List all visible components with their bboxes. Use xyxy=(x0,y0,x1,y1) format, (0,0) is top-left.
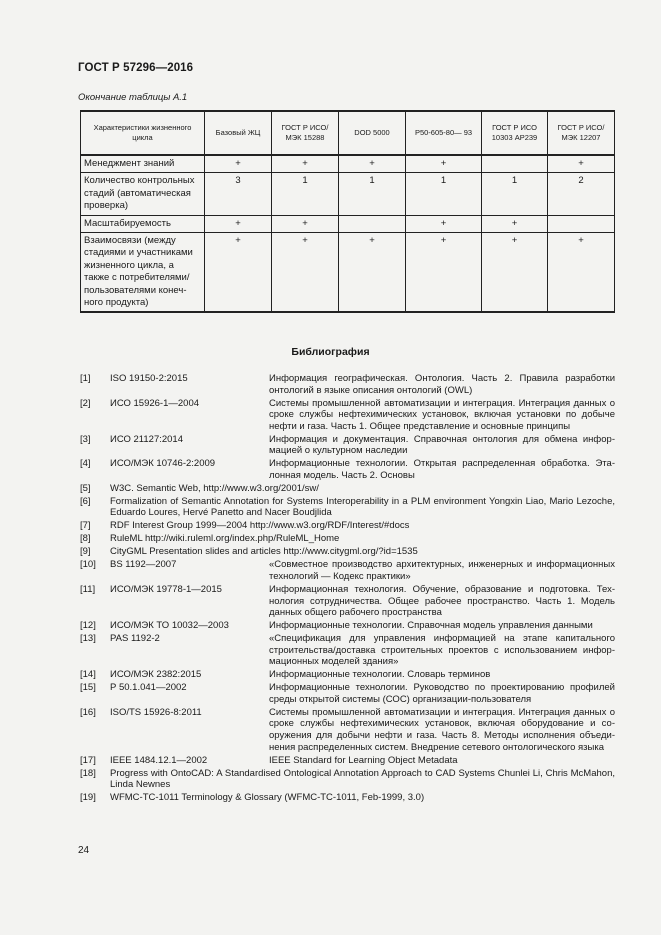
entry-number: [1] xyxy=(80,373,91,384)
row-label: Взаимосвязи (между стадиями и участниками жизненного цикла, а также с потребителями/ пользователями конечного продукта) xyxy=(81,233,205,313)
header-cell: ГОСТ Р ИСО 10303 АР239 xyxy=(482,111,548,155)
table-cell xyxy=(339,215,406,232)
bibliography-entry xyxy=(80,584,615,619)
entry-code: ИСО 15926-1—2004 xyxy=(110,397,200,409)
entry-code: ИСО/МЭК ТО 10032—2003 xyxy=(110,620,229,632)
entry-number: [17] xyxy=(80,754,96,766)
entry-text: RuleML http://wiki.ruleml.org/index.php/RuleML_Home xyxy=(110,533,340,545)
entry-code: ИСО/МЭК 19778-1—2015 xyxy=(110,584,222,595)
table-cell: + xyxy=(482,215,548,232)
entry-code: ИСО/МЭК 10746-2:2009 xyxy=(110,458,216,470)
entry-text: WFMC-TC-1011 Terminology & Glossary (WFMC-TC-1011, Feb-1999, 3.0) xyxy=(110,792,425,804)
entry-text: Progress with OntoCAD: A Standardised Ontological Annotation Approach to CAD Systems Chunlei Li, Chris McMahon, Linda Newnes xyxy=(110,767,615,791)
entry-number: [15] xyxy=(80,682,96,694)
page-number: 24 xyxy=(78,845,90,856)
bibliography-entry xyxy=(80,682,615,705)
bibliography-entry xyxy=(80,533,615,545)
entry-text: CityGML Presentation slides and articles http://www.citygml.org/?id=1535 xyxy=(110,546,418,558)
document-header: ГОСТ Р 57296—2016 xyxy=(78,62,194,74)
table-cell: + xyxy=(272,155,339,173)
bibliography-entry xyxy=(80,458,615,481)
entry-code: BS 1192—2007 xyxy=(110,559,177,571)
entry-code: Р 50.1.041—2002 xyxy=(110,682,187,694)
entry-code: ИСО 21127:2014 xyxy=(110,433,183,445)
lifecycle-table xyxy=(80,110,615,313)
entry-text: W3C. Semantic Web, http://www.w3.org/2001/sw/ xyxy=(110,482,319,494)
bibliography-entry xyxy=(80,520,615,532)
entry-number: [14] xyxy=(80,669,96,681)
bibliography-entry xyxy=(80,768,615,791)
header-cell: DOD 5000 xyxy=(339,111,406,155)
table-cell: 1 xyxy=(272,173,339,215)
header-cell: Характеристики жизненного цикла xyxy=(81,111,205,155)
table-cell: 3 xyxy=(205,173,272,215)
entry-description: Системы промышленной автоматизации и интеграция. Интеграция данных о сроке службы нефтехимических установок, включая установки по добыче нефти и газа. Часть 1. Общее представление и основные принципы xyxy=(269,397,615,432)
header-cell: ГОСТ Р ИСО/МЭК 15288 xyxy=(272,111,339,155)
bibliography-entry xyxy=(80,373,615,396)
table-cell: + xyxy=(406,215,482,232)
entry-number: [10] xyxy=(80,559,96,571)
bibliography-entry xyxy=(80,483,615,495)
bibliography-entry xyxy=(80,755,615,767)
entry-code: ISO/TS 15926-8:2011 xyxy=(110,706,202,718)
table-caption: Окончание таблицы А.1 xyxy=(78,92,188,103)
bibliography-entry xyxy=(80,792,615,804)
entry-description: Информация географическая. Онтология. Часть 2. Правила разработки онтологий в языке описания онтологий (OWL) xyxy=(269,373,615,396)
entry-number: [5] xyxy=(80,482,91,494)
bibliography-list xyxy=(80,373,615,805)
bibliography-entry xyxy=(80,620,615,632)
entry-description: Системы промышленной автоматизации и интеграция. Интеграция данных о сроке службы нефтехимических установок, включая оборудование и сооружения для добычи нефти и газа. Часть 8. Методы исполнения объединения распределенных систем. Внедрение сетевого онтологического языка xyxy=(269,706,615,753)
entry-number: [12] xyxy=(80,620,96,632)
table-cell: + xyxy=(406,233,482,313)
table-row xyxy=(81,155,615,173)
bibliography-entry xyxy=(80,496,615,519)
table-cell: + xyxy=(272,233,339,313)
header-cell: Базовый ЖЦ xyxy=(205,111,272,155)
entry-code: ИСО/МЭК 2382:2015 xyxy=(110,669,202,681)
entry-description: «Спецификация для управления информацией на этапе капитального строительства/доставка строительных проектов с использованием информационных моделей здания» xyxy=(269,633,615,668)
table-header-row xyxy=(81,111,615,155)
table-row xyxy=(81,215,615,232)
entry-description: Информация и документация. Справочная онтология для обмена информацией о культурном наследии xyxy=(269,433,615,457)
table-cell: + xyxy=(205,215,272,232)
row-label: Количество контрольных стадий (автоматическая проверка) xyxy=(81,173,205,215)
table-row xyxy=(81,173,615,215)
bibliography-entry xyxy=(80,434,615,457)
entry-description: Информационные технологии. Открытая распределенная обработка. Эталонная модель. Часть 2. Основы xyxy=(269,458,615,481)
table-cell: 1 xyxy=(482,173,548,215)
table-cell: + xyxy=(548,155,615,173)
table-cell: + xyxy=(548,233,615,313)
entry-number: [3] xyxy=(80,433,91,445)
table-cell xyxy=(482,155,548,173)
table-cell: + xyxy=(272,215,339,232)
entry-number: [16] xyxy=(80,706,96,718)
table-cell: + xyxy=(205,233,272,313)
bibliography-entry xyxy=(80,707,615,753)
bibliography-entry xyxy=(80,669,615,681)
entry-description: IEEE Standard for Learning Object Metadata xyxy=(269,754,458,766)
entry-number: [19] xyxy=(80,792,96,804)
header-cell: ГОСТ Р ИСО/МЭК 12207 xyxy=(548,111,615,155)
entry-code: IEEE 1484.12.1—2002 xyxy=(110,754,208,766)
entry-number: [7] xyxy=(80,520,91,532)
entry-number: [9] xyxy=(80,546,91,558)
entry-number: [4] xyxy=(80,458,91,470)
row-label: Масштабируемость xyxy=(81,215,205,232)
entry-code: PAS 1192-2 xyxy=(110,633,160,645)
entry-number: [2] xyxy=(80,397,91,409)
table-cell: + xyxy=(482,233,548,313)
bibliography-entry xyxy=(80,546,615,558)
bibliography-entry xyxy=(80,398,615,433)
header-cell: Р50-605-80— 93 xyxy=(406,111,482,155)
table-cell: 2 xyxy=(548,173,615,215)
entry-text: Formalization of Semantic Annotation for Systems Interoperability in a PLM environment Yongxin Liao, Mario Lezoche, Eduardo Loures, Hervé Panetto and Nacer Boudjlida xyxy=(110,495,615,519)
entry-text: RDF Interest Group 1999—2004 http://www.w3.org/RDF/Interest/#docs xyxy=(110,520,410,532)
entry-number: [18] xyxy=(80,767,96,779)
entry-number: [6] xyxy=(80,495,91,507)
entry-description: Информационные технологии. Словарь терминов xyxy=(269,669,491,681)
row-label: Менеджмент знаний xyxy=(81,155,205,173)
bibliography-title: Библиография xyxy=(291,346,370,358)
entry-code: ISO 19150-2:2015 xyxy=(110,373,188,384)
entry-description: Информационные технологии. Справочная модель управления данными xyxy=(269,620,593,632)
table-cell: 1 xyxy=(406,173,482,215)
entry-description: «Совместное производство архитектурных, инженерных и информационных технологий — Кодекс практики» xyxy=(269,559,615,583)
table-row xyxy=(81,233,615,313)
table-cell: + xyxy=(205,155,272,173)
entry-number: [13] xyxy=(80,633,96,645)
entry-number: [8] xyxy=(80,533,91,545)
table-cell: + xyxy=(406,155,482,173)
table-cell: 1 xyxy=(339,173,406,215)
table-cell: + xyxy=(339,155,406,173)
table-cell xyxy=(548,215,615,232)
entry-description: Информационная технология. Обучение, образование и подготовка. Технология сотрудничества. Общее рабочее пространство. Часть 1. Модель данных общего рабочего пространства xyxy=(269,584,615,619)
bibliography-entry xyxy=(80,633,615,668)
entry-number: [11] xyxy=(80,584,96,595)
table-cell: + xyxy=(339,233,406,313)
entry-description: Информационные технологии. Руководство по проектированию профилей среды открытой системы (СОС) организации-пользователя xyxy=(269,682,615,705)
bibliography-entry xyxy=(80,559,615,582)
